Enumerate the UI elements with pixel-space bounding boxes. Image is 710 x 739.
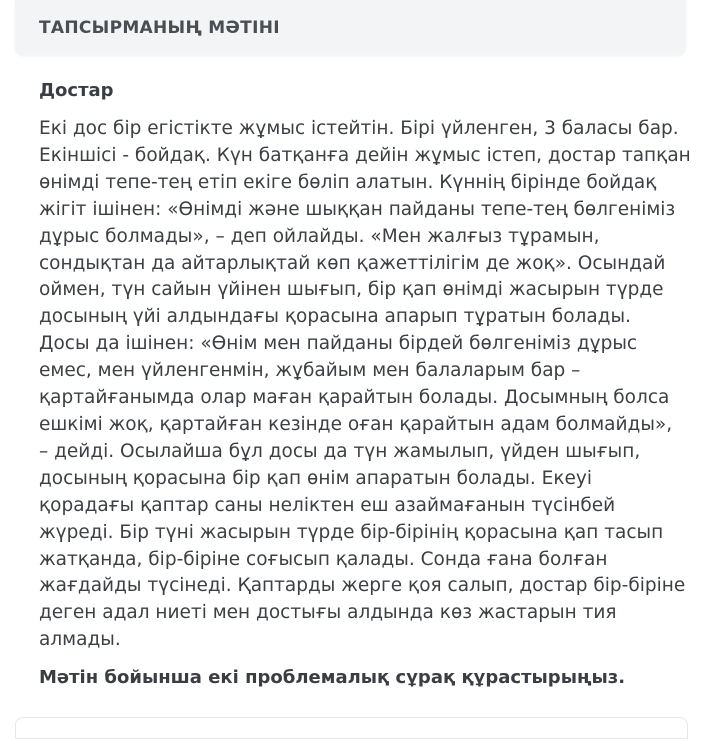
story-line: жағдайды түсінеді. Қаптарды жерге қоя салып, достар бір-біріне xyxy=(39,575,686,597)
story-line: дұрыс болмады», – деп ойлайды. «Мен жалғыз тұрамын, xyxy=(39,225,600,247)
header-title: ТАПСЫРМАНЫҢ МӘТІНІ xyxy=(39,18,280,38)
task-text-header xyxy=(15,0,686,55)
story-title: Достар xyxy=(39,80,114,101)
story-line: ешкімі жоқ, қартайған кезінде оған қарайтын адам болмайды», xyxy=(39,413,673,435)
story-line: досының үйі алдындағы қорасына апарып тұратын болады. xyxy=(39,306,631,328)
task-instruction: Мәтін бойынша екі проблемалық сұрақ құрастырыңыз. xyxy=(39,667,626,689)
story-line: Екіншісі - бойдақ. Күн батқанға дейін жұмыс істеп, достар тапқан xyxy=(39,144,691,166)
story-line: емес, мен үйленгенмін, жұбайым мен балаларым бар – xyxy=(39,360,581,382)
task-text-body xyxy=(39,80,691,690)
story-text xyxy=(39,116,691,654)
story-line: досының қорасына бір қап өнім апаратын болады. Екеуі xyxy=(39,467,592,489)
story-line: қартайғанымда олар маған қарайтын болады. Досымның болса xyxy=(39,387,670,409)
story-line: Досы да ішінен: «Өнім мен пайданы бірдей бөлгеніміз дұрыс xyxy=(39,333,638,355)
story-line: жүреді. Бір түні жасырын түрде бір-бірінің қорасына қап тасып xyxy=(39,521,664,543)
story-line: – дейді. Осылайша бұл досы да түн жамылып, үйден шығып, xyxy=(39,440,641,462)
story-line: жатқанда, бір-біріне соғысып қалады. Сонда ғана болған xyxy=(39,548,608,570)
next-card-edge xyxy=(15,717,688,739)
story-line: Екі дос бір егістікте жұмыс істейтін. Бірі үйленген, 3 баласы бар. xyxy=(39,118,679,139)
story-line: деген адал ниеті мен достығы алдында көз жастарын тия xyxy=(39,602,617,624)
story-line: жігіт ішінен: «Өнімді және шыққан пайданы тепе-тең бөлгеніміз xyxy=(39,198,676,220)
story-line: оймен, түн сайын үйінен шығып, бір қап өнімді жасырын түрде xyxy=(39,279,664,301)
story-line: қорадағы қаптар саны неліктен еш азаймағанын түсінбей xyxy=(39,494,616,516)
story-line: сондықтан да айтарлықтай көп қажеттілігім де жоқ». Осындай xyxy=(39,252,666,274)
story-line: өнімді тепе-тең етіп екіге бөліп алатын. Күннің бірінде бойдақ xyxy=(39,171,657,193)
story-line: алмады. xyxy=(39,629,121,651)
